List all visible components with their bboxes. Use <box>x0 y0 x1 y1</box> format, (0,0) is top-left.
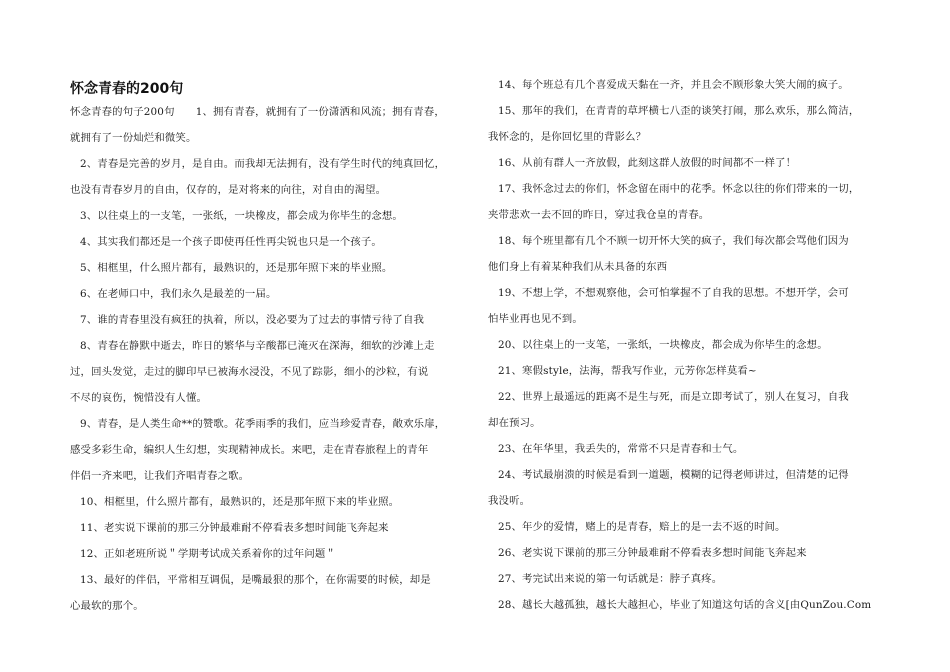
paragraph <box>70 489 470 515</box>
paragraph <box>488 540 888 566</box>
paragraph <box>488 462 888 514</box>
paragraph-line: 12、正如老班所说＂学期考试成关系着你的过年问题＂ <box>80 548 336 560</box>
paragraph <box>488 384 888 436</box>
paragraph-line: 25、年少的爱情，赌上的是青春，赔上的是一去不返的时间。 <box>498 521 786 533</box>
paragraph <box>70 281 470 307</box>
paragraph <box>70 515 470 541</box>
paragraph-line: 9、青春，是人类生命**的赞歌。花季雨季的我们，应当珍爱青春，敞欢乐扉， <box>80 418 446 430</box>
paragraph-line: 夹带悲欢一去不回的昨日，穿过我仓皇的青春。 <box>488 209 710 221</box>
paragraph-line: 伴侣一齐来吧，让我们齐唱青春之歌。 <box>70 470 250 482</box>
paragraph <box>70 229 470 255</box>
paragraph <box>70 151 470 203</box>
paragraph-line: 7、谁的青春里没有疯狂的执着，所以，没必要为了过去的事情亏待了自我 <box>80 314 425 326</box>
paragraph-line: 5、相框里，什么照片都有，最熟识的，还是那年照下来的毕业照。 <box>80 262 393 274</box>
document-title: 怀念青春的200句 <box>70 81 184 97</box>
paragraph-line: 他们身上有着某种我们从未具备的东西 <box>488 261 668 273</box>
paragraph <box>488 514 888 540</box>
paragraph-line: 13、最好的伴侣，平常相互调侃，是嘴最狠的那个，在你需要的时候，却是 <box>80 574 431 586</box>
paragraph-line: 19、不想上学，不想观察他，会可怕掌握不了自我的思想。不想开学，会可 <box>498 287 849 299</box>
paragraph <box>70 99 470 151</box>
paragraph-line: 2、青春是完善的岁月，是自由。而我却无法拥有，没有学生时代的纯真回忆， <box>80 158 446 170</box>
paragraph-line: 却在预习。 <box>488 417 541 429</box>
paragraph <box>488 228 888 280</box>
paragraph <box>488 280 888 332</box>
paragraph-line: 10、相框里，什么照片都有，最熟识的，还是那年照下来的毕业照。 <box>80 496 400 508</box>
paragraph-line: 16、从前有群人一齐放假，此刻这群人放假的时间都不一样了！ <box>498 157 797 169</box>
paragraph-line: 怕毕业再也见不到。 <box>488 313 583 325</box>
paragraph-line: 22、世界上最遥远的距离不是生与死，而是立即考试了，别人在复习，自我 <box>498 391 849 403</box>
paragraph <box>70 411 470 489</box>
paragraph <box>488 592 888 618</box>
paragraph-line: 26、老实说下课前的那三分钟最难耐不停看表多想时间能飞奔起来 <box>498 547 807 559</box>
paragraph-line: 21、寒假style，法海，帮我写作业，元芳你怎样莫看~ <box>498 365 757 377</box>
paragraph-line: 就拥有了一份灿烂和微笑。 <box>70 132 197 144</box>
paragraph <box>70 255 470 281</box>
paragraph-line: 20、以往桌上的一支笔，一张纸，一块橡皮，都会成为你毕生的念想。 <box>498 339 828 351</box>
paragraph-line: 18、每个班里都有几个不顾一切开怀大笑的疯子，我们每次都会骂他们因为 <box>498 235 849 247</box>
paragraph <box>70 567 470 619</box>
paragraph-line: 不尽的哀伤，惋惜没有人懂。 <box>70 392 208 404</box>
paragraph <box>70 307 470 333</box>
paragraph <box>488 358 888 384</box>
paragraph <box>488 436 888 462</box>
paragraph-line: 也没有青春岁月的自由，仅存的，是对将来的向往，对自由的渴望。 <box>70 184 387 196</box>
paragraph-line: 怀念青春的句子200句 1、拥有青春，就拥有了一份潇洒和风流；拥有青春， <box>70 106 445 118</box>
paragraph-line: 17、我怀念过去的你们，怀念留在雨中的花季。怀念以往的你们带来的一切， <box>498 183 860 195</box>
paragraph <box>488 566 888 592</box>
paragraph-line: 4、其实我们都还是一个孩子即使再任性再尖锐也只是一个孩子。 <box>80 236 382 248</box>
paragraph <box>70 333 470 411</box>
paragraph-line: 27、考完试出来说的第一句话就是：脖子真疼。 <box>498 573 723 585</box>
paragraph-line: 11、老实说下课前的那三分钟最难耐不停看表多想时间能飞奔起来 <box>80 522 389 534</box>
paragraph-line: 我没听。 <box>488 495 531 507</box>
paragraph-line: 感受多彩生命，编织人生幻想，实现精神成长。来吧，走在青春旅程上的青年 <box>70 444 429 456</box>
paragraph-line: 6、在老师口中，我们永久是最差的一届。 <box>80 288 277 300</box>
paragraph-line: 8、青春在静默中逝去，昨日的繁华与辛酸都已淹灭在深海，细软的沙滩上走 <box>80 340 435 352</box>
paragraph-line: 心最软的那个。 <box>70 600 144 612</box>
paragraph-line: 28、越长大越孤独，越长大越担心，毕业了知道这句话的含义[由QunZou.Com <box>498 599 872 611</box>
paragraph-line: 过，回头发觉，走过的脚印早已被海水浸没，不见了踪影，细小的沙粒，有说 <box>70 366 429 378</box>
paragraph-line: 我怀念的，是你回忆里的背影么？ <box>488 131 647 143</box>
paragraph <box>70 541 470 567</box>
paragraph <box>488 150 888 176</box>
paragraph-line: 23、在年华里，我丢失的，常常不只是青春和士气。 <box>498 443 744 455</box>
paragraph <box>488 98 888 150</box>
paragraph <box>70 203 470 229</box>
paragraph-line: 15、那年的我们，在青青的草坪横七八歪的谈笑打闹，那么欢乐，那么简洁， <box>498 105 860 117</box>
paragraph-line: 24、考试最崩溃的时候是看到一道题，模糊的记得老师讲过，但清楚的记得 <box>498 469 849 481</box>
paragraph <box>488 332 888 358</box>
paragraph-line: 14、每个班总有几个喜爱成天黏在一齐，并且会不顾形象大笑大闹的疯子。 <box>498 79 849 91</box>
paragraph <box>488 72 888 98</box>
paragraph-line: 3、以往桌上的一支笔，一张纸，一块橡皮，都会成为你毕生的念想。 <box>80 210 403 222</box>
paragraph <box>488 176 888 228</box>
